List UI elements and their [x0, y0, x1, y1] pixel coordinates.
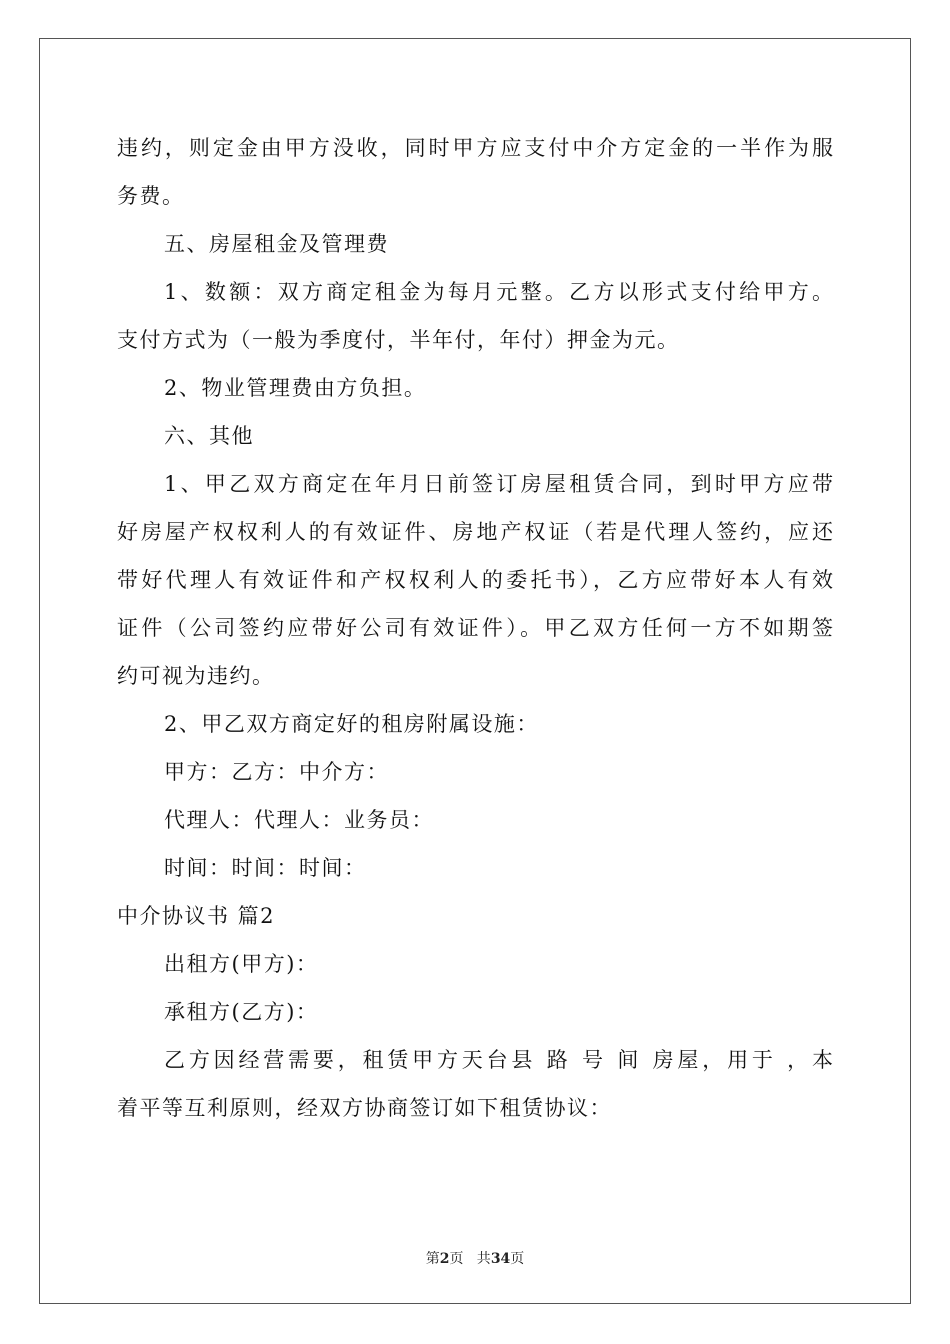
- signature-line-parties: 甲方：乙方：中介方：: [164, 760, 389, 784]
- document-body: [117, 124, 833, 1132]
- signature-line-agents: 代理人：代理人：业务员：: [164, 808, 434, 832]
- paragraph-line: 2、甲乙双方商定好的租房附属设施：: [164, 712, 539, 736]
- paragraph-line: 着平等互利原则，经双方协商签订如下租赁协议：: [117, 1096, 612, 1120]
- paragraph-line: 约可视为违约。: [117, 664, 275, 688]
- paragraph-line: 乙方因经营需要，租赁甲方天台县 路 号 间 房屋，用于 ，本: [164, 1048, 833, 1072]
- section-heading: 六、其他: [164, 424, 254, 448]
- footer-suffix: 页: [510, 1251, 525, 1267]
- paragraph-line: 证件（公司签约应带好公司有效证件）。甲乙双方任何一方不如期签: [117, 616, 833, 640]
- party-lessee: 承租方(乙方)：: [164, 1000, 319, 1024]
- paragraph-line: 支付方式为（一般为季度付，半年付，年付）押金为元。: [117, 328, 680, 352]
- total-page-count: 34: [490, 1251, 511, 1267]
- paragraph-line: 1、数额：双方商定租金为每月元整。乙方以形式支付给甲方。: [164, 280, 833, 304]
- footer-mid: 页 共: [449, 1251, 491, 1267]
- party-lessor: 出租方(甲方)：: [164, 952, 319, 976]
- page-footer: [0, 1248, 950, 1268]
- current-page-number: 2: [439, 1251, 450, 1267]
- paragraph-line: 务费。: [117, 184, 185, 208]
- paragraph-line: 1、甲乙双方商定在年月日前签订房屋租赁合同，到时甲方应带: [164, 472, 833, 496]
- document-title: 中介协议书 篇2: [117, 904, 276, 928]
- paragraph-line: 好房屋产权权利人的有效证件、房地产权证（若是代理人签约，应还: [117, 520, 833, 544]
- paragraph-line: 带好代理人有效证件和产权权利人的委托书），乙方应带好本人有效: [117, 568, 833, 592]
- signature-line-dates: 时间：时间：时间：: [164, 856, 367, 880]
- paragraph-line: 违约，则定金由甲方没收，同时甲方应支付中介方定金的一半作为服: [117, 136, 833, 160]
- footer-prefix: 第: [425, 1251, 440, 1267]
- paragraph-line: 2、物业管理费由方负担。: [164, 376, 427, 400]
- section-heading: 五、房屋租金及管理费: [164, 232, 389, 256]
